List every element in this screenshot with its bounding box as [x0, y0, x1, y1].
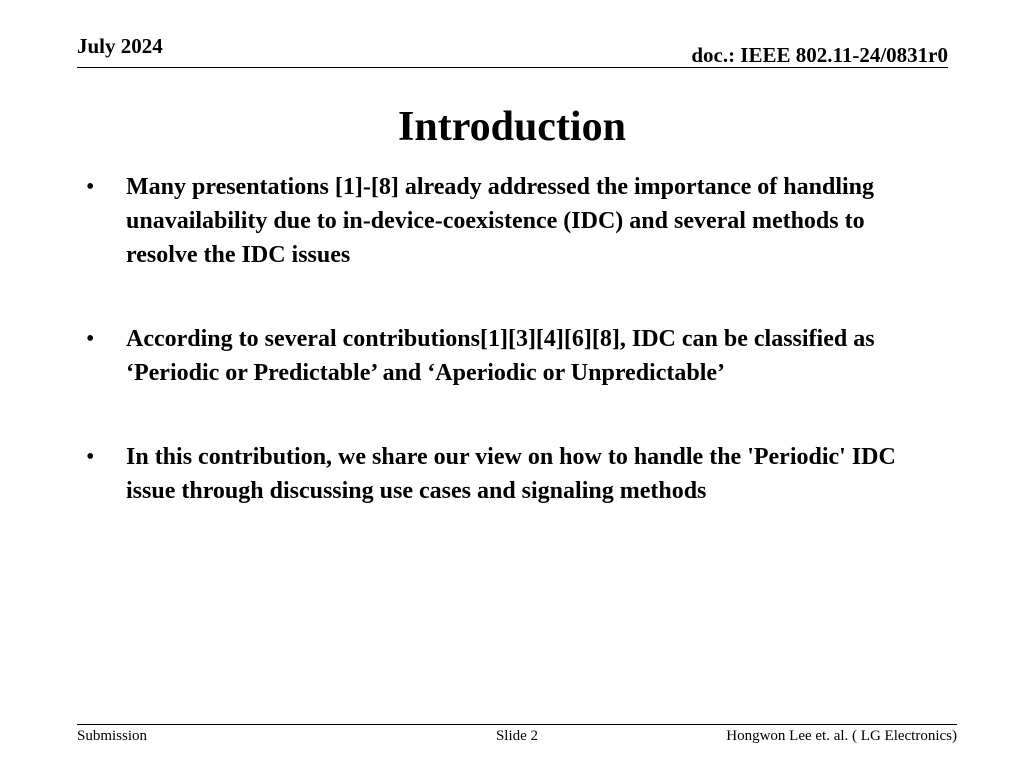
bullet-marker: • — [86, 444, 95, 470]
bullet-item — [86, 170, 906, 272]
header-date: July 2024 — [77, 34, 163, 58]
slide-title: Introduction — [398, 104, 626, 150]
bullet-marker: • — [86, 326, 95, 352]
footer-slide-number: Slide 2 — [495, 728, 539, 744]
bullet-item — [86, 322, 906, 390]
header-doc-id: doc.: IEEE 802.11-24/0831r0 — [691, 43, 948, 67]
bullet-text: Many presentations [1]-[8] already addressed the importance of handling unavailability due to in-device-coexistence (IDC) and several methods to resolve the IDC issues — [126, 174, 875, 268]
bullet-text: In this contribution, we share our view on how to handle the 'Periodic' IDC issue through discussing use cases and signaling methods — [126, 444, 896, 504]
footer-divider — [77, 724, 957, 725]
bullet-item — [86, 440, 906, 508]
header-divider — [77, 67, 948, 68]
footer-submission: Submission — [77, 728, 148, 744]
bullet-text: According to several contributions[1][3][4][6][8], IDC can be classified as ‘Periodic or Predictable’ and ‘Aperiodic or Unpredictable’ — [126, 326, 875, 386]
footer-author: Hongwon Lee et. al. ( LG Electronics) — [726, 728, 957, 744]
bullet-list — [86, 170, 906, 558]
bullet-marker: • — [86, 174, 95, 200]
